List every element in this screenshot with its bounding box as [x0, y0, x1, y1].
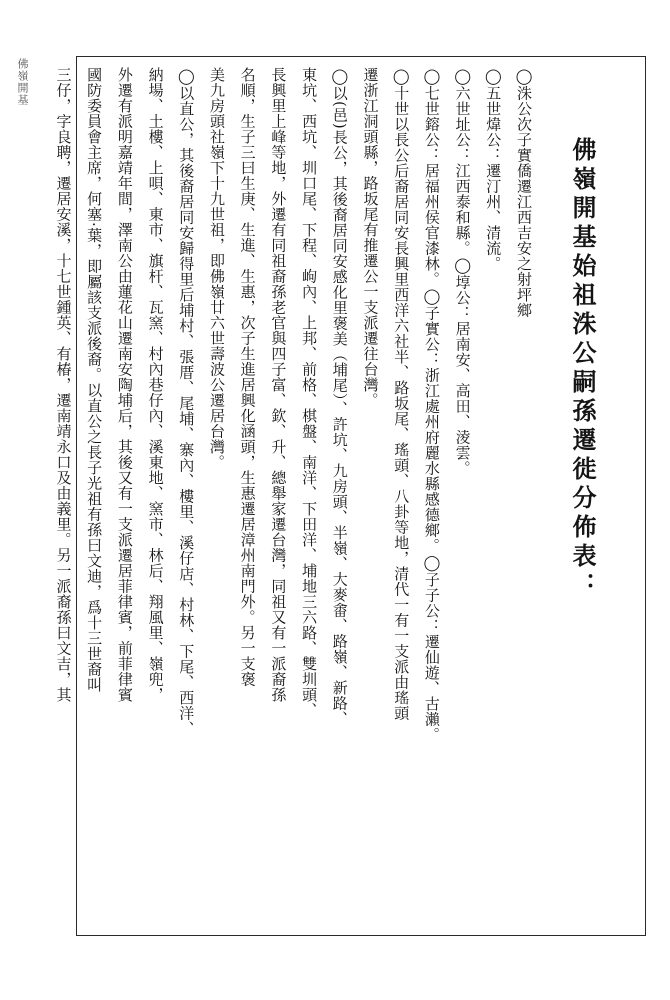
text-column: 納場、土樓、上唄、東市、旗杆、瓦窯、村內巷仔內、溪東地、窯市、林后、翔風里、嶺兜，	[146, 67, 165, 703]
text-column: ◯六世址公：江西泰和縣。◯埻公：居南安、高田、淩雲。	[453, 67, 472, 476]
text-column: 外遷有派明嘉靖年間，澤南公由蓮花山遷南安陶埔后，其後又有一支派遷居菲律賓，前菲律賓	[115, 67, 134, 703]
text-column: ◯五世煒公：遷汀州、清流。	[484, 67, 503, 272]
text-column: 三仔，字良聘，遷居安溪，十七世鍾英、有椿，遷南靖永口及由義里。另一派裔孫曰文吉，其	[54, 67, 73, 703]
text-column: ◯洙公次子實僑遷江西吉安之射坪鄉	[515, 67, 533, 318]
text-column: 東坑、西坑、圳口尾、下程、岣內、上邦、前格、棋盤、南洋、下田洋、埔地三六路、雙圳頭、	[300, 67, 319, 718]
text-column: ◯以直公，其後裔居同安歸得里后埔村、張厝、尾埔、寨內、樓里、溪仔店、村林、下尾、西洋、	[177, 67, 196, 737]
text-frame	[54, 56, 646, 936]
side-margin-mark: 佛嶺開基	[16, 58, 29, 106]
text-column: ◯七世鎔公：居福州侯官漆林。◯子實公：浙江處州府麗水縣感德鄉。◯子子公：遷仙遊、古瀨。	[422, 67, 441, 743]
text-column: 國防委員會主席，何塞·葉，即屬該支派後裔。以直公之長子光祖有孫曰文迪，爲十三世裔叫	[85, 67, 104, 693]
text-column: 長興里上峰等地，外遷有同祖裔孫老官與四子富、欽、升、總舉家遷台灣，同祖又有一派裔孫	[269, 67, 288, 703]
text-column: ◯十世以長公后裔居同安長興里西洋六社半、路坂尾、瑤頭、八卦等地，清代一有一支派由瑤頭	[392, 67, 411, 721]
text-column: ◯以(邑)長公，其後裔居同安感化里褒美（埔尾）、許坑、九房頭、半嶺、大麥畬、路嶺、新路、	[330, 67, 349, 727]
text-column: 美九房頭社嶺下十九世祖，即佛嶺廿六世壽波公遷居台灣。	[207, 67, 226, 470]
text-column: 遷浙江洞頭縣，路坂尾有推遷公一支派遷往台灣。	[361, 67, 380, 408]
text-column: 名順，生子三曰生庚、生進、生惠，次子生進居興化涵頭，生惠遷居漳州南門外。另一支褒	[238, 67, 257, 687]
page-title: 佛嶺開基始祖洙公嗣孫遷徙分佈表：	[568, 137, 596, 601]
vertical-text-body	[48, 67, 625, 927]
